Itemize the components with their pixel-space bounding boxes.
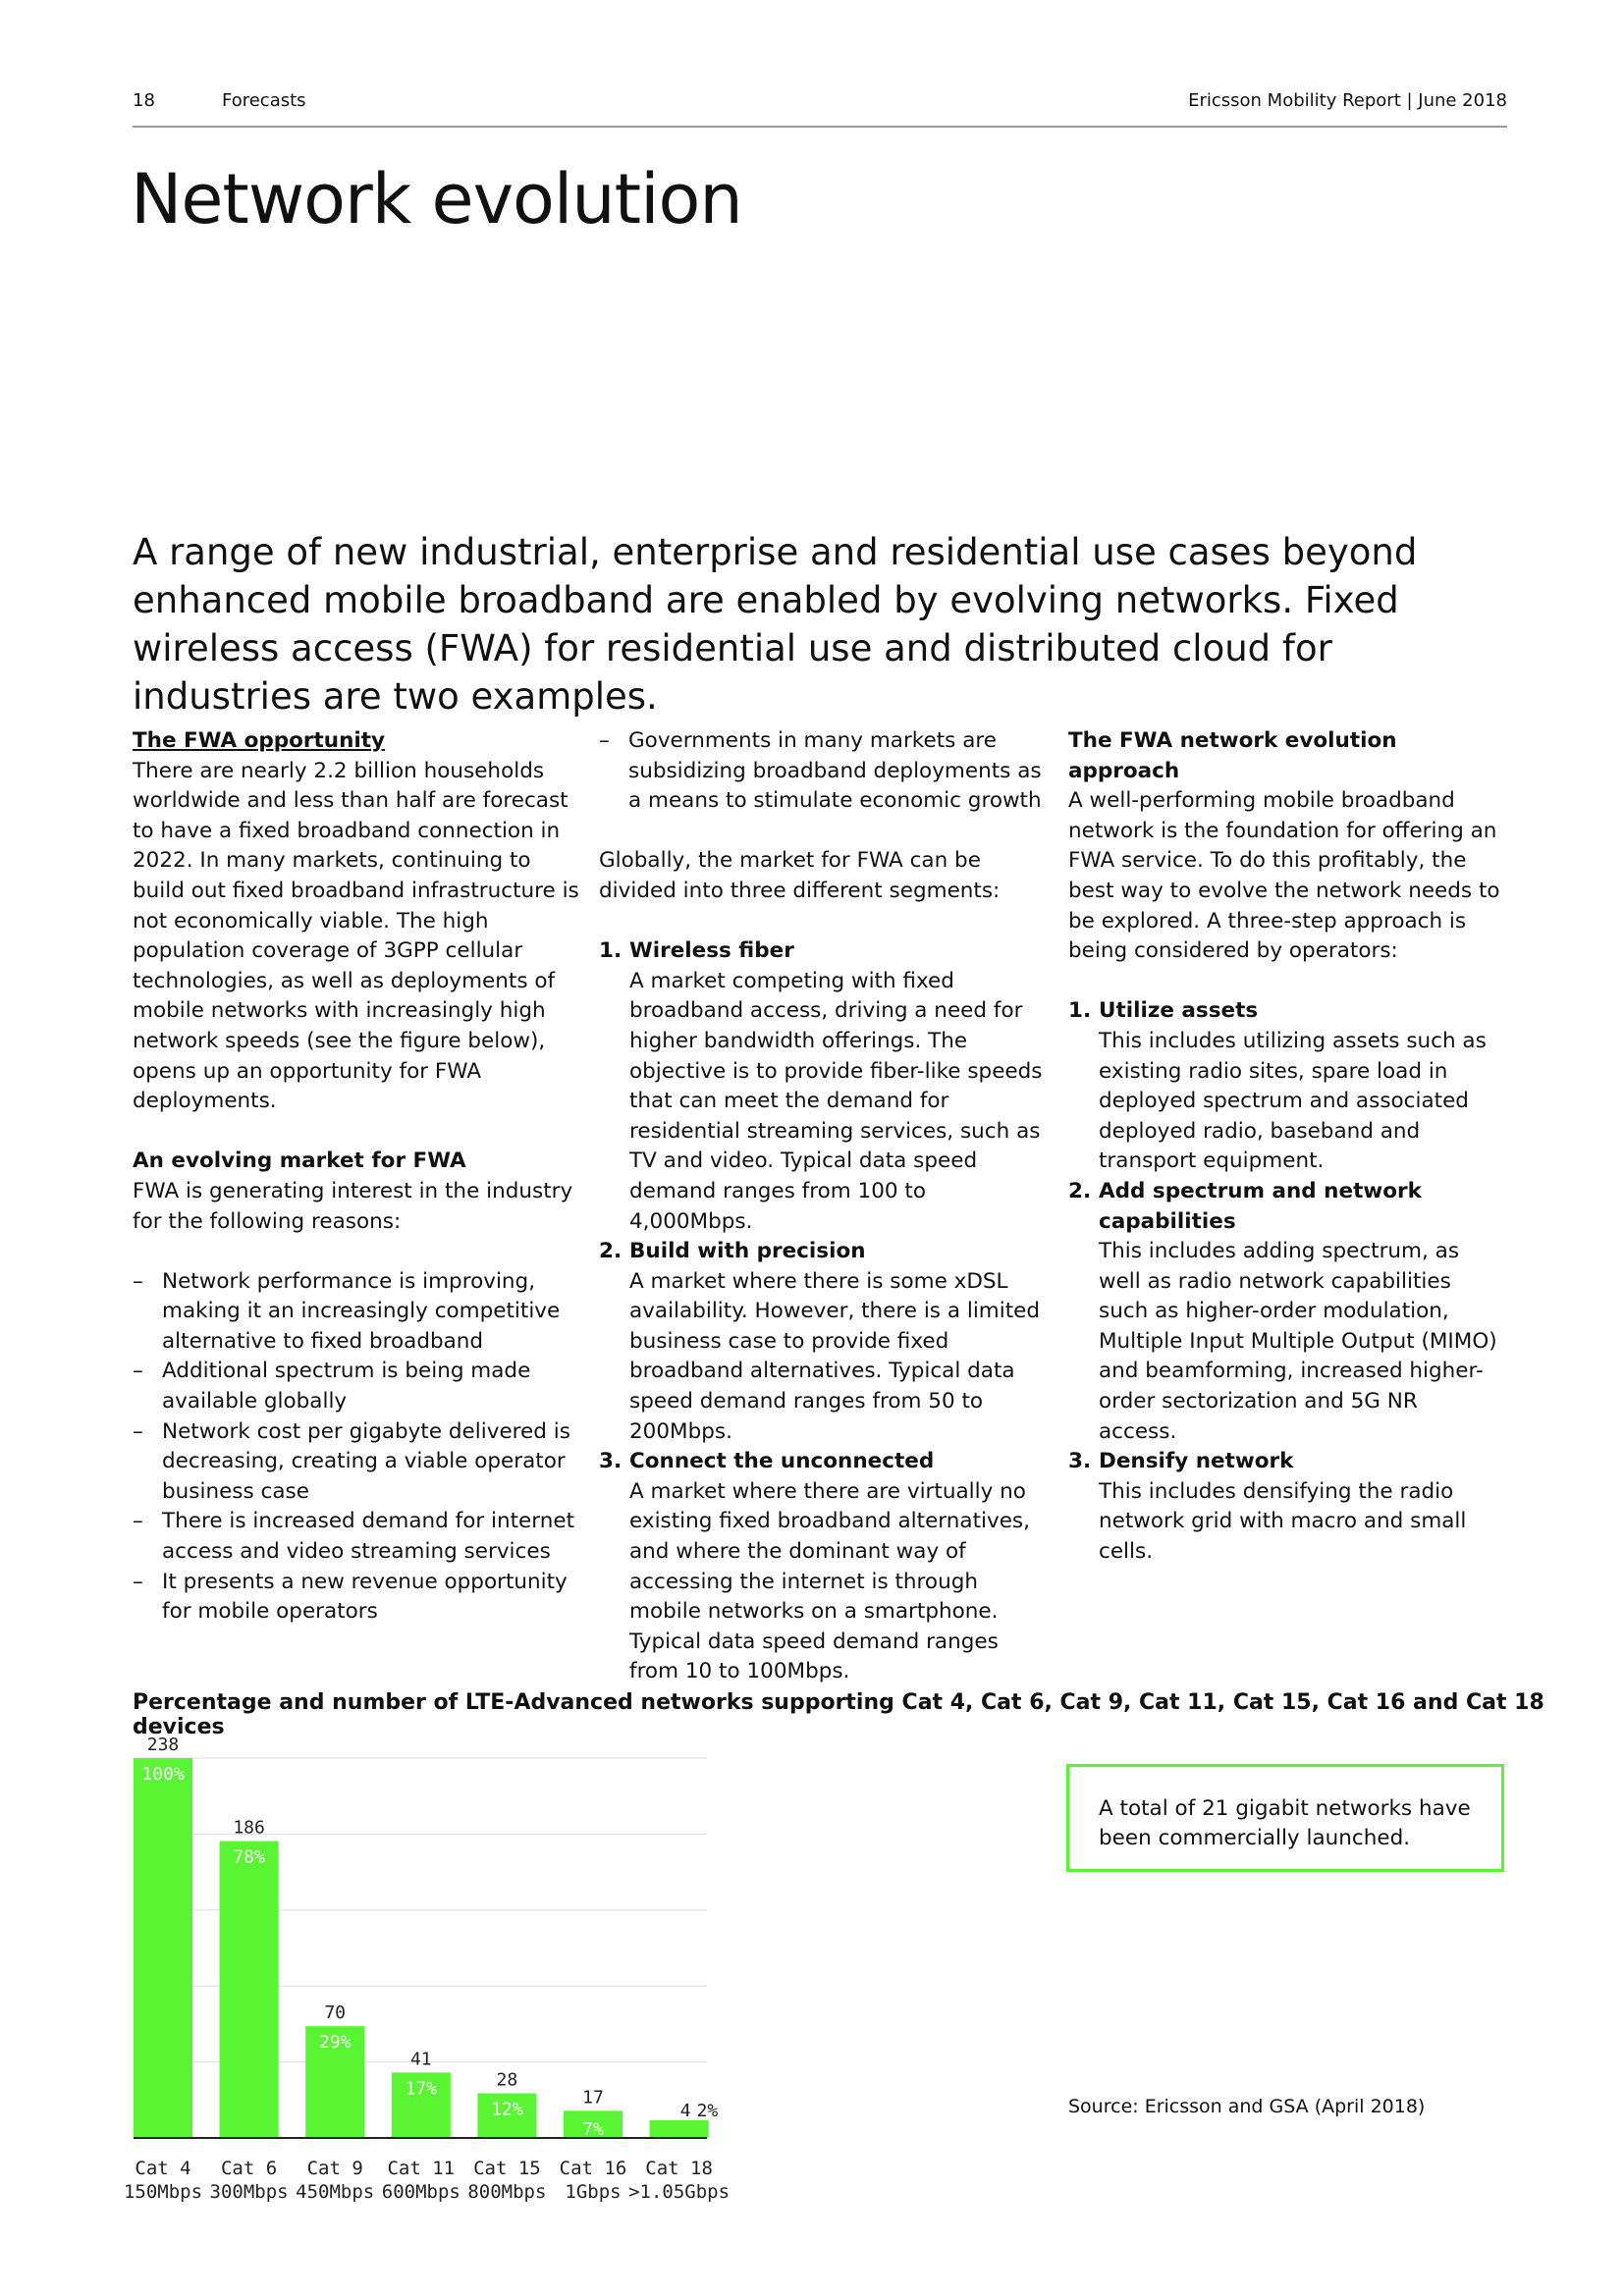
page-title: Network evolution — [131, 159, 742, 240]
reasons-list-continued — [599, 726, 1046, 817]
list-item: – Governments in many markets are subsidizing broadband deployments as a means to stimulate economic growth — [599, 726, 1046, 817]
percent-label: 7% — [582, 2119, 604, 2140]
value-label: 17 — [582, 2087, 604, 2109]
percent-label: 17% — [405, 2078, 438, 2100]
step-number: 1. — [1068, 998, 1092, 1024]
segment-title: Wireless fiber — [629, 938, 794, 964]
page-header — [133, 86, 1507, 128]
bar-cat-18 — [650, 2120, 709, 2138]
percent-label: 2% — [696, 2101, 719, 2121]
bar-chart — [118, 1733, 1060, 2204]
x-tick-label: Cat 6 — [220, 2158, 278, 2179]
step-item — [1068, 1177, 1500, 1447]
x-tick-speed-label: 1Gbps — [565, 2181, 622, 2203]
reasons-list — [133, 1267, 584, 1628]
bar-cat-6 — [220, 1842, 279, 2138]
x-tick-label: Cat 15 — [473, 2158, 541, 2179]
column-3 — [1068, 726, 1500, 1568]
percent-label: 78% — [233, 1846, 265, 1868]
step-title: Utilize assets — [1099, 998, 1259, 1024]
percent-label: 100% — [141, 1764, 185, 1785]
value-label: 238 — [146, 1735, 180, 1755]
x-tick-speed-label: 600Mbps — [381, 2181, 460, 2203]
list-item: – Network cost per gigabyte delivered is decreasing, creating a viable operator business case — [133, 1417, 584, 1508]
list-item: – It presents a new revenue opportunity for mobile operators — [133, 1568, 584, 1628]
segments-intro: Globally, the market for FWA can be divided into three different segments: — [599, 848, 1001, 903]
section-name: Forecasts — [222, 90, 306, 111]
x-tick-label: Cat 4 — [135, 2158, 191, 2179]
step-number: 3. — [1068, 1449, 1092, 1474]
x-tick-speed-label: 150Mbps — [123, 2181, 203, 2203]
step-title: Densify network — [1099, 1449, 1294, 1474]
bar-chart-svg — [118, 1733, 1060, 2204]
value-label: 28 — [496, 2069, 518, 2091]
x-tick-speed-label: 800Mbps — [467, 2181, 547, 2203]
value-label: 4 — [679, 2101, 691, 2121]
segment-item — [599, 1237, 1046, 1447]
list-item: – Network performance is improving, making it an increasingly competitive alternative to fixed broadband — [133, 1267, 584, 1358]
x-tick-speed-label: 450Mbps — [296, 2181, 375, 2203]
approach-text: A well-performing mobile broadband network is the foundation for offering an FWA service. To do this profitably, the best way to evolve the network needs to be explored. A three-step approach is being considered by operators: — [1068, 788, 1500, 964]
step-item — [1068, 1447, 1500, 1567]
step-title: Add spectrum and network capabilities — [1099, 1178, 1422, 1234]
step-item — [1068, 996, 1500, 1177]
page-number: 18 — [133, 90, 155, 111]
step-text: This includes utilizing assets such as existing radio sites, spare load in deployed spectrum and associated deployed radio, baseband and transport equipment. — [1099, 1028, 1487, 1174]
x-tick-label: Cat 18 — [645, 2158, 713, 2179]
intro-text: A range of new industrial, enterprise and residential use cases beyond enhanced mobile broadband are enabled by evolving networks. Fixed wireless access (FWA) for residential use and distributed cloud for industries are two examples. — [133, 531, 1418, 718]
evolving-market-text: FWA is generating interest in the industry for the following reasons: — [133, 1178, 573, 1234]
callout-box: A total of 21 gigabit networks have been commercially launched. — [1066, 1764, 1504, 1872]
segment-text: A market where there is some xDSL availability. However, there is a limited business case to provide fixed broadband alternatives. Typical data speed demand ranges from 50 to 200Mbps. — [629, 1268, 1041, 1444]
approach-heading: The FWA network evolution approach — [1068, 728, 1397, 783]
step-number: 2. — [1068, 1178, 1092, 1203]
x-tick-speed-label: >1.05Gbps — [628, 2181, 731, 2203]
x-tick-label: Cat 11 — [387, 2158, 456, 2179]
bar-cat-4 — [134, 1758, 192, 2138]
segment-item — [599, 1447, 1046, 1687]
column-2 — [599, 726, 1046, 1687]
step-text: This includes densifying the radio network grid with macro and small cells. — [1099, 1478, 1467, 1565]
segments-list — [599, 936, 1046, 1687]
steps-list — [1068, 996, 1500, 1567]
list-item: – There is increased demand for internet access and video streaming services — [133, 1507, 584, 1567]
segment-title: Build with precision — [629, 1239, 866, 1264]
segment-text: A market where there are virtually no existing fixed broadband alternatives, and where the dominant way of accessing the internet is through mobile networks on a smartphone. Typical data speed demand ranges from 10 to 100Mbps. — [629, 1478, 1030, 1684]
fwa-opportunity-heading: The FWA opportunity — [133, 728, 386, 753]
value-label: 186 — [233, 1817, 265, 1839]
step-text: This includes adding spectrum, as well as radio network capabilities such as higher-order modulation, Multiple Input Multiple Output (MIMO) and beamforming, increased higher-order sectorization and 5G NR access. — [1099, 1239, 1497, 1444]
list-item: – Additional spectrum is being made available globally — [133, 1357, 584, 1416]
segment-item — [599, 936, 1046, 1237]
percent-label: 12% — [491, 2099, 523, 2120]
value-label: 70 — [324, 2002, 347, 2024]
column-1 — [133, 726, 584, 1628]
percent-label: 29% — [318, 2032, 352, 2054]
x-tick-label: Cat 16 — [559, 2158, 627, 2179]
segment-number: 2. — [599, 1239, 623, 1264]
chart-title: Percentage and number of LTE-Advanced networks supporting Cat 4, Cat 6, Cat 9, Cat 11, Cat 15, Cat 16 and Cat 18 devices — [133, 1690, 1544, 1739]
value-label: 41 — [409, 2049, 432, 2070]
x-tick-label: Cat 9 — [306, 2158, 363, 2179]
segment-text: A market competing with fixed broadband access, driving a need for higher bandwidth offerings. The objective is to provide fiber-like speeds that can meet the demand for residential streaming services, such as TV and video. Typical data speed demand ranges from 100 to 4,000Mbps. — [629, 968, 1043, 1234]
segment-number: 1. — [599, 938, 623, 964]
segment-title: Connect the unconnected — [629, 1449, 935, 1474]
report-name: Ericsson Mobility Report | June 2018 — [1188, 90, 1507, 111]
x-tick-speed-label: 300Mbps — [209, 2181, 289, 2203]
segment-number: 3. — [599, 1449, 623, 1474]
evolving-market-heading: An evolving market for FWA — [133, 1148, 466, 1174]
fwa-opportunity-text: There are nearly 2.2 billion households worldwide and less than half are forecast to have a fixed broadband connection in 2022. In many markets, continuing to build out fixed broadband infrastructure is not economically viable. The high population coverage of 3GPP cellular technologies, as well as deployments of mobile networks with increasingly high network speeds (see the figure below), opens up an opportunity for FWA deployments. — [133, 758, 579, 1114]
source-note: Source: Ericsson and GSA (April 2018) — [1068, 2096, 1426, 2117]
